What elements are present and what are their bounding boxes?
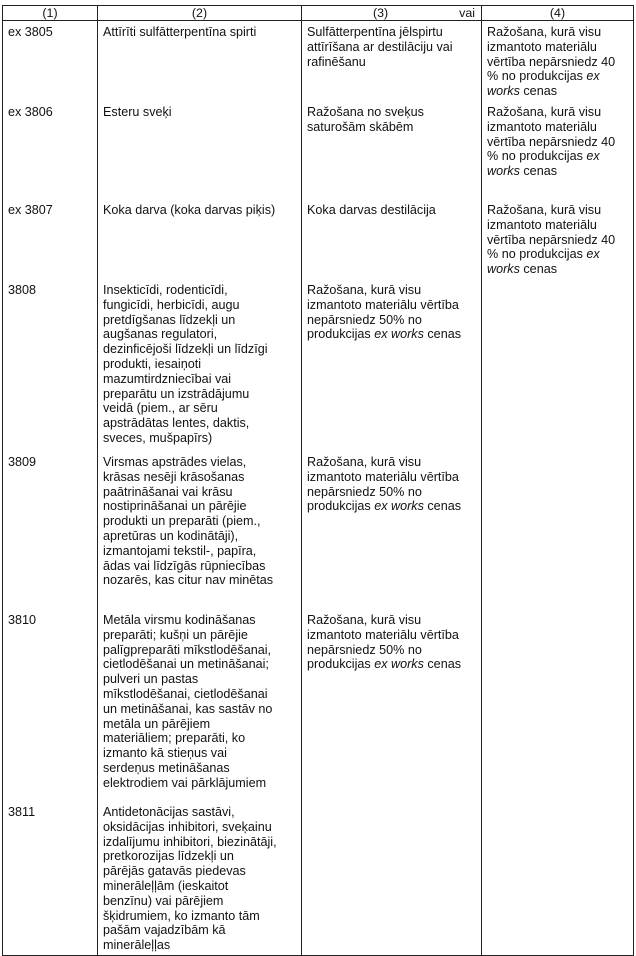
text-line: pretdīgšanas līdzekļi un bbox=[103, 312, 236, 327]
product-description bbox=[98, 101, 302, 199]
text-line: mazumtirdzniecībai vai bbox=[103, 371, 232, 386]
text-line: nostiprināšanai un pārējie bbox=[103, 499, 247, 514]
text-line: Ražošana, kurā visu bbox=[307, 613, 422, 627]
alternative-operation bbox=[482, 451, 634, 609]
text-line: produkcijas ex works cenas bbox=[307, 499, 461, 514]
text-line: Attīrīti sulfātterpentīna spirti bbox=[103, 25, 257, 39]
working-operation bbox=[302, 451, 482, 609]
text-line: ādas vai līdzīgās rūpniecības bbox=[103, 558, 266, 573]
table-row bbox=[3, 451, 634, 609]
text-line: metāla un pārējiem bbox=[103, 716, 211, 731]
product-description bbox=[98, 801, 302, 956]
product-description bbox=[98, 279, 302, 451]
text-line: pārējās gatavās piedevas bbox=[103, 864, 246, 879]
text-line: Koka darvas destilācija bbox=[307, 203, 436, 217]
heading-code: 3809 bbox=[3, 451, 98, 609]
text-line: nepārsniedz 50% no bbox=[307, 312, 422, 327]
text-line: vērtība nepārsniedz 40 bbox=[487, 54, 616, 69]
text-line: rafinēšanu bbox=[307, 54, 366, 69]
text-line: palīgpreparāti mīkstlodēšanai, bbox=[103, 642, 272, 657]
rules-table bbox=[2, 5, 634, 956]
heading-code: 3810 bbox=[3, 609, 98, 801]
working-operation bbox=[302, 279, 482, 451]
text-line: preparāti; kušņi un pārējie bbox=[103, 627, 248, 642]
text-line: izmantoto materiālu bbox=[487, 217, 597, 232]
text-line: krāsas nesēji krāsošanas bbox=[103, 469, 245, 484]
text-line: preparātu un izstrādājumu bbox=[103, 386, 250, 401]
table-row bbox=[3, 101, 634, 199]
text-line: Sulfātterpentīna jēlspirtu bbox=[307, 25, 443, 39]
text-line: Ražošana no sveķus bbox=[307, 105, 424, 119]
heading-code: 3811 bbox=[3, 801, 98, 956]
text-line: benzīnu) vai pārējiem bbox=[103, 893, 224, 908]
text-line: mīkstlodēšanai, cietlodēšanai bbox=[103, 686, 268, 701]
text-line: % no produkcijas ex bbox=[487, 149, 600, 164]
text-line: vērtība nepārsniedz 40 bbox=[487, 134, 616, 149]
text-line: produkcijas ex works cenas bbox=[307, 657, 461, 672]
text-line: % no produkcijas ex bbox=[487, 69, 600, 84]
table-row bbox=[3, 279, 634, 451]
text-line: izmantojami tekstil-, papīra, bbox=[103, 543, 257, 558]
working-operation bbox=[302, 801, 482, 956]
alternative-operation bbox=[482, 199, 634, 279]
text-line: Ražošana, kurā visu bbox=[487, 203, 602, 217]
text-line: attīrīšana ar destilāciju vai bbox=[307, 39, 453, 54]
text-line: Ražošana, kurā visu bbox=[487, 105, 602, 119]
text-line: works cenas bbox=[487, 164, 557, 179]
header-or-label: vai bbox=[459, 6, 475, 20]
header-col4: (4) bbox=[482, 6, 634, 21]
alternative-operation bbox=[482, 609, 634, 801]
text-line: Esteru sveķi bbox=[103, 105, 172, 119]
text-line: materiāliem; preparāti, ko bbox=[103, 731, 246, 746]
text-line: veidā (piem., ar sēru bbox=[103, 401, 218, 416]
text-line: produkcijas ex works cenas bbox=[307, 327, 461, 342]
text-line: izmanto kā stieņus vai bbox=[103, 746, 227, 761]
text-line: minerāleļļām (ieskaitot bbox=[103, 878, 229, 893]
header-col2: (2) bbox=[98, 6, 302, 21]
text-line: saturošām skābēm bbox=[307, 119, 414, 134]
table-header bbox=[3, 6, 634, 21]
header-col3-cell bbox=[302, 6, 482, 21]
text-line: pretkorozijas līdzekļi un bbox=[103, 849, 234, 864]
heading-code: 3808 bbox=[3, 279, 98, 451]
table-row bbox=[3, 801, 634, 956]
alternative-operation bbox=[482, 801, 634, 956]
alternative-operation bbox=[482, 101, 634, 199]
product-description bbox=[98, 21, 302, 102]
heading-code: ex 3806 bbox=[3, 101, 98, 199]
table-row bbox=[3, 21, 634, 102]
header-col3: (3) bbox=[373, 6, 389, 20]
text-line: izmantoto materiālu bbox=[487, 39, 597, 54]
text-line: vērtība nepārsniedz 40 bbox=[487, 232, 616, 247]
text-line: nepārsniedz 50% no bbox=[307, 484, 422, 499]
text-line: izmantoto materiālu vērtība bbox=[307, 627, 459, 642]
working-operation bbox=[302, 101, 482, 199]
text-line: cietlodēšanai un metināšanai; bbox=[103, 657, 269, 672]
table-body bbox=[3, 21, 634, 956]
text-line: works cenas bbox=[487, 262, 557, 277]
table-row bbox=[3, 609, 634, 801]
alternative-operation bbox=[482, 279, 634, 451]
text-line: paātrināšanai vai krāsu bbox=[103, 484, 233, 499]
text-line: augšanas regulatori, bbox=[103, 327, 218, 342]
heading-code: ex 3805 bbox=[3, 21, 98, 102]
text-line: % no produkcijas ex bbox=[487, 247, 600, 262]
product-description bbox=[98, 451, 302, 609]
text-line: sveces, mušpapīrs) bbox=[103, 430, 213, 445]
text-line: apretūras un kodinātāji), bbox=[103, 528, 239, 543]
text-line: Virsmas apstrādes vielas, bbox=[103, 455, 247, 469]
working-operation bbox=[302, 21, 482, 102]
text-line: elektrodiem vai pārklājumiem bbox=[103, 775, 267, 790]
text-line: apstrādātas lentes, daktis, bbox=[103, 416, 250, 431]
text-line: serdeņus metināšanas bbox=[103, 760, 230, 775]
text-line: Ražošana, kurā visu bbox=[307, 455, 422, 469]
text-line: fungicīdi, herbicīdi, augu bbox=[103, 297, 240, 312]
working-operation bbox=[302, 199, 482, 279]
table-row bbox=[3, 199, 634, 279]
text-line: izmantoto materiālu vērtība bbox=[307, 297, 459, 312]
text-line: Antidetonācijas sastāvi, bbox=[103, 805, 235, 819]
product-description bbox=[98, 199, 302, 279]
text-line: Ražošana, kurā visu bbox=[487, 25, 602, 39]
product-description bbox=[98, 609, 302, 801]
alternative-operation bbox=[482, 21, 634, 102]
text-line: pulveri un pastas bbox=[103, 672, 199, 687]
text-line: šķidrumiem, ko izmanto tām bbox=[103, 908, 260, 923]
text-line: pašām vajadzībām kā bbox=[103, 923, 226, 938]
header-row bbox=[3, 6, 634, 21]
text-line: produkti un preparāti (piem., bbox=[103, 514, 261, 529]
text-line: nepārsniedz 50% no bbox=[307, 642, 422, 657]
text-line: nozarēs, kas citur nav minētas bbox=[103, 573, 274, 588]
text-line: dezinficējoši līdzekļi un līdzīgi bbox=[103, 342, 268, 357]
text-line: Koka darva (koka darvas piķis) bbox=[103, 203, 276, 217]
working-operation bbox=[302, 609, 482, 801]
text-line: Insekticīdi, rodenticīdi, bbox=[103, 283, 228, 297]
header-col1: (1) bbox=[3, 6, 98, 21]
text-line: izmantoto materiālu vērtība bbox=[307, 469, 459, 484]
text-line: minerāleļļas bbox=[103, 938, 171, 953]
text-line: un metināšanai, kas sastāv no bbox=[103, 701, 273, 716]
text-line: works cenas bbox=[487, 84, 557, 99]
heading-code: ex 3807 bbox=[3, 199, 98, 279]
text-line: izdalījumu inhibitori, biezinātāji, bbox=[103, 834, 277, 849]
text-line: Ražošana, kurā visu bbox=[307, 283, 422, 297]
text-line: Metāla virsmu kodināšanas bbox=[103, 613, 256, 627]
text-line: izmantoto materiālu bbox=[487, 119, 597, 134]
text-line: produkti, iesaiņoti bbox=[103, 356, 202, 371]
text-line: oksidācijas inhibitori, sveķainu bbox=[103, 819, 272, 834]
